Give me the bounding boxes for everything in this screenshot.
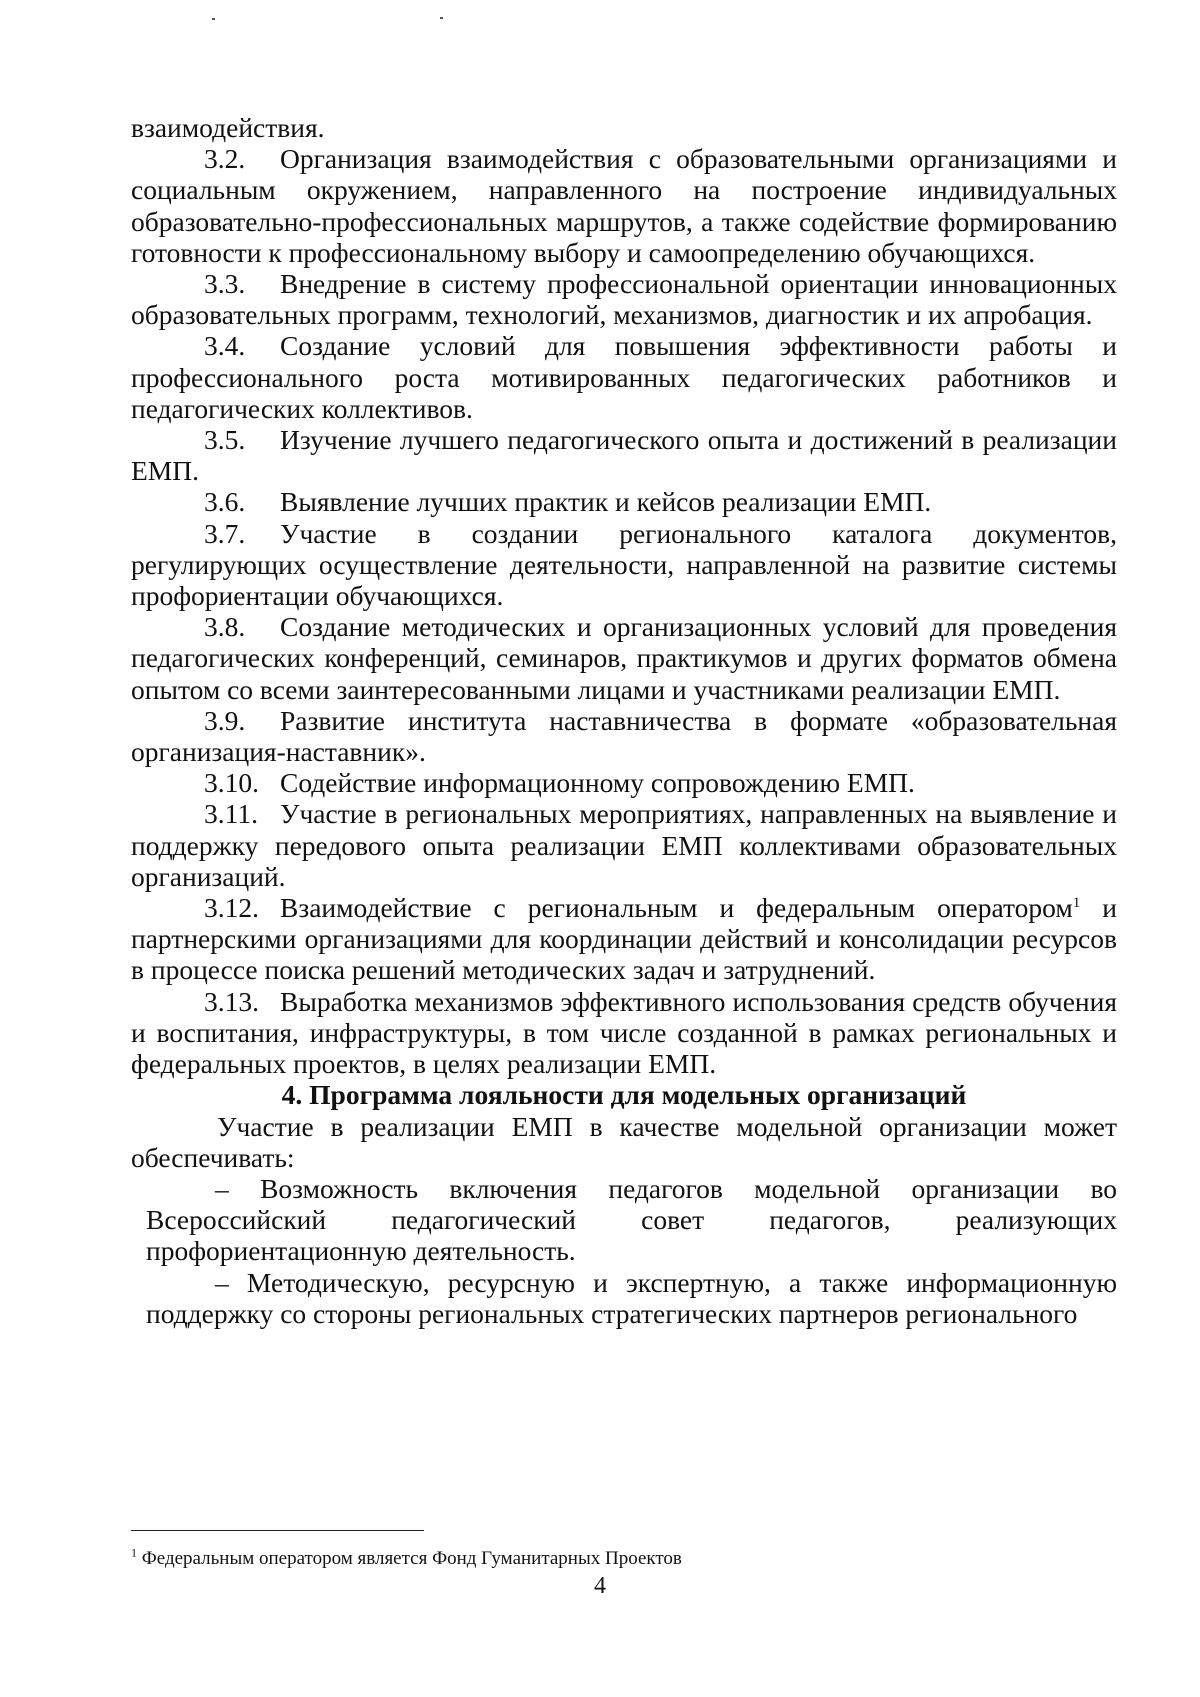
bullet-item: – Возможность включения педагогов модельной организации во Всероссийский педагогический совет педагогов, реализующих профориентационную деятельность.	[146, 1172, 1117, 1267]
footnote	[131, 1545, 682, 1570]
item-text: Создание условий для повышения эффективности работы и профессионального роста мотивированных педагогических работников и педагогических коллективов.	[131, 330, 1117, 424]
item-text: Изучение лучшего педагогического опыта и достижений в реализации ЕМП.	[131, 424, 1117, 487]
item-text: Выявление лучших практик и кейсов реализации ЕМП.	[280, 486, 932, 518]
item-number: 3.2.	[204, 143, 246, 175]
footnote-mark: 1	[131, 1545, 137, 1560]
footnote-divider	[131, 1530, 424, 1531]
item-text-continued: и партнерскими организациями для координации действий и консолидации ресурсов в процессе поиска решений методических задач и затруднений.	[131, 892, 1117, 986]
list-item-with-footnote	[131, 892, 1117, 986]
item-number: 3.6.	[204, 486, 246, 518]
intro-line: взаимодействия.	[131, 112, 325, 143]
item-text: Взаимодействие с региональным и федеральным оператором	[280, 892, 1073, 924]
item-number: 3.10.	[204, 767, 259, 799]
footnote-reference[interactable]: 1	[1072, 894, 1081, 911]
list-item	[131, 767, 1117, 798]
list-item	[131, 798, 1117, 892]
list-item	[131, 518, 1117, 612]
item-number: 3.4.	[204, 330, 246, 362]
item-text: Развитие института наставничества в формате «образовательная организация-наставник».	[131, 704, 1117, 768]
item-number: 3.8.	[204, 611, 246, 643]
scan-speck	[212, 18, 215, 20]
document-body	[131, 112, 1117, 1329]
list-item	[131, 611, 1117, 705]
item-number: 3.7.	[204, 517, 246, 549]
item-text: Участие в создании регионального каталога документов, регулирующих осуществление деятельности, направленной на развитие системы профориентации обучающихся.	[131, 517, 1117, 612]
footnote-text: Федеральным оператором является Фонд Гуманитарных Проектов	[141, 1548, 682, 1569]
item-number: 3.3.	[204, 268, 246, 300]
section-lead: Участие в реализации ЕМП в качестве модельной организации может обеспечивать:	[131, 1110, 1117, 1173]
list-item	[131, 424, 1117, 486]
list-item	[131, 986, 1117, 1080]
item-text: Содействие информационному сопровождению ЕМП.	[280, 767, 915, 799]
list-item	[131, 330, 1117, 424]
item-number: 3.13.	[204, 985, 259, 1017]
item-text: Внедрение в систему профессиональной ориентации инновационных образовательных программ, технологий, механизмов, диагностик и их апробация.	[131, 268, 1117, 331]
page-number: 4	[594, 1573, 606, 1599]
item-text: Участие в региональных мероприятиях, направленных на выявление и поддержку передового опыта реализации ЕМП коллективами образовательных организаций.	[131, 798, 1117, 892]
item-number: 3.9.	[204, 704, 246, 736]
item-text: Организация взаимодействия с образовательными организациями и социальным окружением, направленного на построение индивидуальных образовательно-профессиональных маршрутов, а также содействие формированию готовности к профессиональному выбору и самоопределению обучающихся.	[131, 143, 1117, 268]
item-number: 3.12.	[204, 892, 259, 924]
list-item	[131, 705, 1117, 767]
item-number: 3.11.	[204, 798, 258, 830]
section-heading: 4. Программа лояльности для модельных организаций	[281, 1079, 967, 1111]
item-number: 3.5.	[204, 424, 246, 456]
bullet-item: – Методическую, ресурсную и экспертную, а также информационную поддержку со стороны региональных стратегических партнеров регионального	[146, 1266, 1117, 1329]
item-text: Выработка механизмов эффективного использования средств обучения и воспитания, инфраструктуры, в том числе созданной в рамках региональных и федеральных проектов, в целях реализации ЕМП.	[131, 985, 1117, 1080]
list-item	[131, 143, 1117, 268]
list-item	[131, 268, 1117, 330]
scan-speck	[440, 17, 443, 19]
item-text: Создание методических и организационных условий для проведения педагогических конференций, семинаров, практикумов и других форматов обмена опытом со всеми заинтересованными лицами и участниками реализации ЕМП.	[131, 611, 1117, 705]
list-item	[131, 486, 1117, 517]
